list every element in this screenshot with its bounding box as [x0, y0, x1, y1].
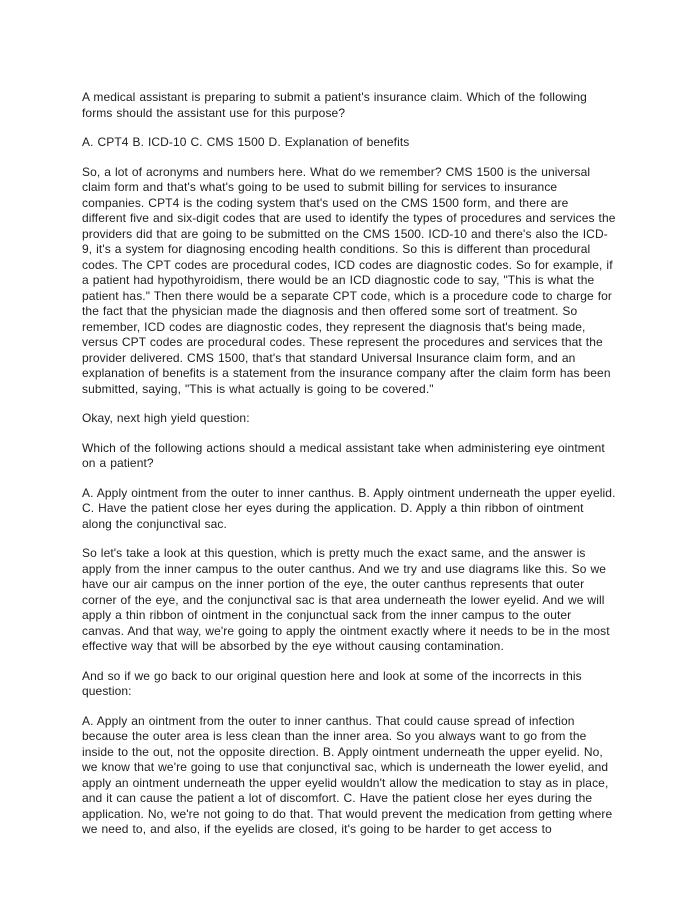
- paragraph: A. Apply ointment from the outer to inner canthus. B. Apply ointment underneath the upper eyelid. C. Have the patient close her eyes during the application. D. Apply a thin ribbon of ointment along the conjunctival sac.: [82, 485, 616, 531]
- paragraph: Which of the following actions should a medical assistant take when administering eye ointment on a patient?: [82, 440, 605, 470]
- paragraph: Okay, next high yield question:: [82, 411, 250, 425]
- paragraph: And so if we go back to our original question here and look at some of the incorrects in this question:: [82, 668, 582, 698]
- paragraph: So let's take a look at this question, which is pretty much the exact same, and the answer is apply from the inner campus to the outer canthus. And we try and use diagrams like this. So we have our air campus on the inner portion of the eye, the outer canthus represents that outer corner of the eye, and the conjunctival sac is that area underneath the lower eyelid. And we will apply a thin ribbon of ointment in the conjunctual sack from the inner campus to the outer canvas. And that way, we're going to apply the ointment exactly where it needs to be in the most effective way that will be absorbed by the eye without causing contamination.: [82, 546, 610, 653]
- paragraph: A. Apply an ointment from the outer to inner canthus. That could cause spread of infection because the outer area is less clean than the inner area. So you always want to go from the inside to the out, not the opposite direction. B. Apply ointment underneath the upper eyelid. No, we know that we're going to use that conjunctival sac, which is underneath the lower eyelid, and apply an ointment underneath the upper eyelid wouldn't allow the medication to stay as in place, and it can cause the patient a lot of discomfort. C. Have the patient close her eyes during the application. No, we're not going to do that. That would prevent the medication from getting where we need to, and also, if the eyelids are closed, it's going to be harder to get access to: [82, 713, 613, 836]
- paragraph: A. CPT4 B. ICD-10 C. CMS 1500 D. Explanation of benefits: [82, 135, 410, 149]
- document-content: [82, 90, 616, 838]
- paragraph: So, a lot of acronyms and numbers here. What do we remember? CMS 1500 is the universal claim form and that's what's going to be used to submit billing for services to insurance companies. CPT4 is the coding system that's used on the CMS 1500 form, and there are different five and six-digit codes that are used to identify the types of procedures and services the providers did that are going to be submitted on the CMS 1500. ICD-10 and there's also the ICD-9, it's a system for diagnosing encoding health conditions. So this is different than procedural codes. The CPT codes are procedural codes, ICD codes are diagnostic codes. So for example, if a patient had hypothyroidism, there would be an ICD diagnostic code to say, "This is what the patient has." Then there would be a separate CPT code, which is a procedure code to charge for the fact that the physician made the diagnosis and then offered some sort of treatment. So remember, ICD codes are diagnostic codes, they represent the diagnosis that's being made, versus CPT codes are procedural codes. These represent the procedures and services that the provider delivered. CMS 1500, that's that standard Universal Insurance claim form, and an explanation of benefits is a statement from the insurance company after the claim form has been submitted, saying, "This is what actually is going to be covered.": [82, 164, 616, 396]
- paragraph: A medical assistant is preparing to submit a patient's insurance claim. Which of the following forms should the assistant use for this purpose?: [82, 90, 587, 120]
